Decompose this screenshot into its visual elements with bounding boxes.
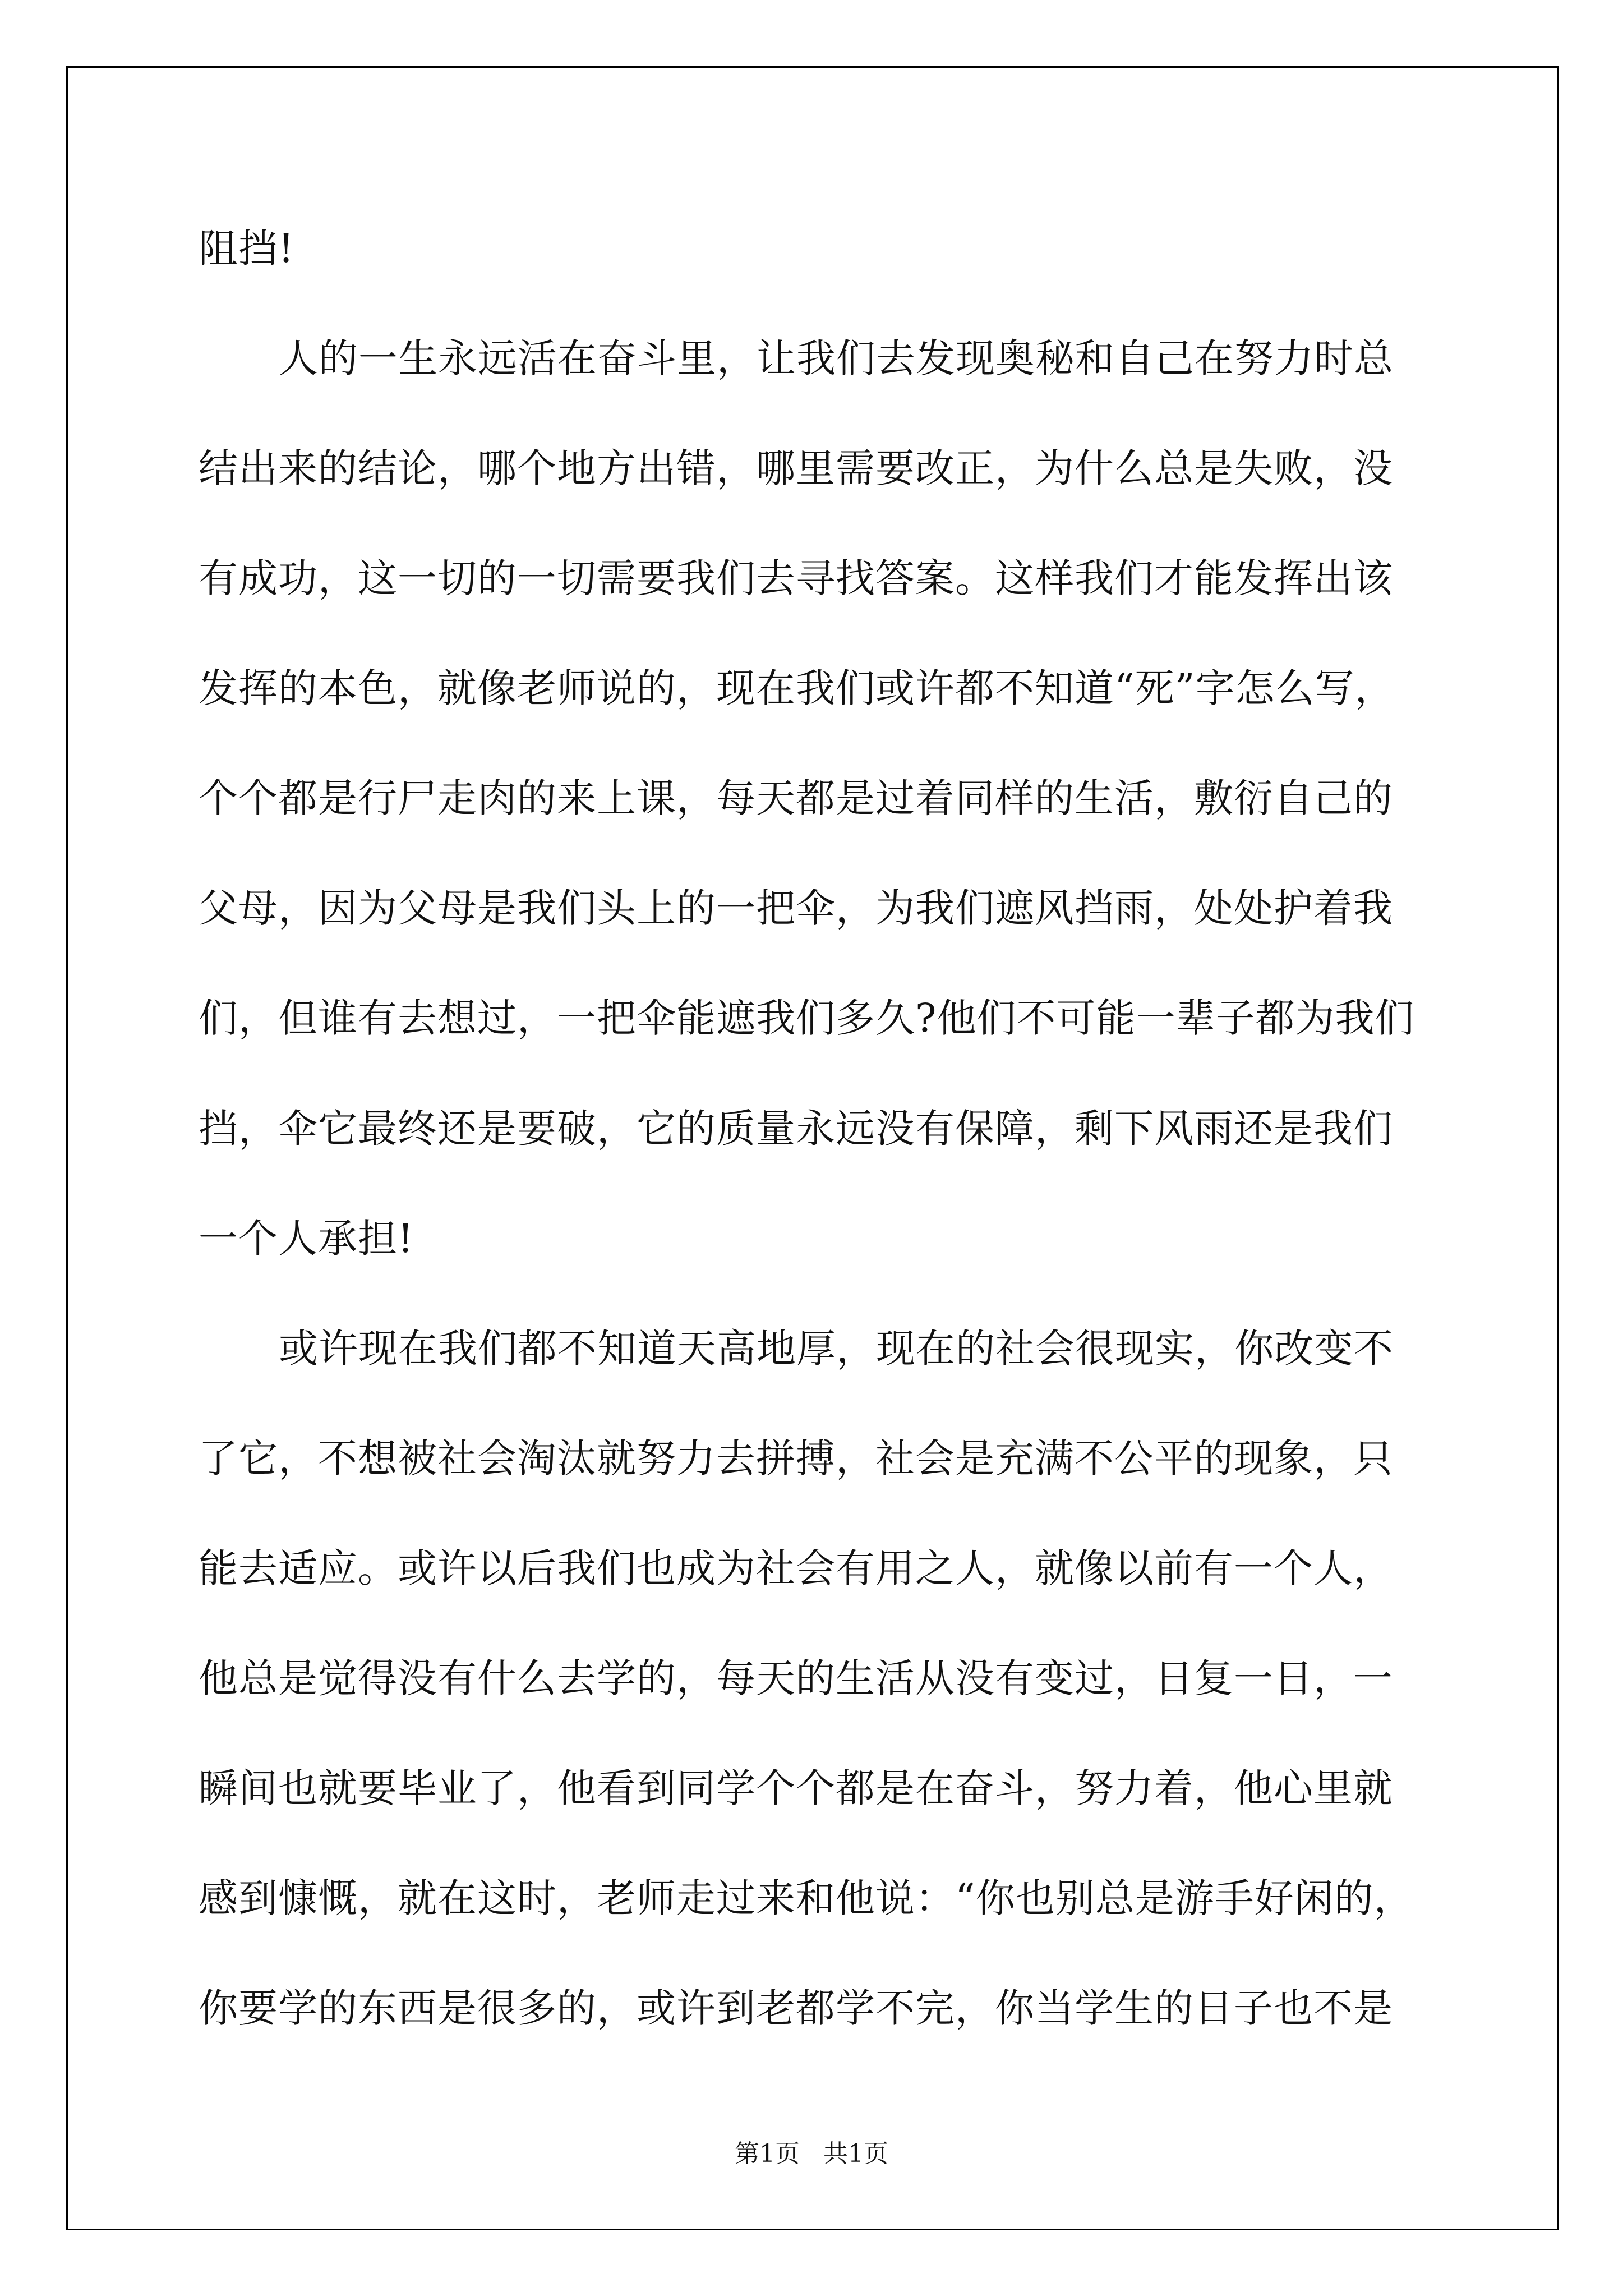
text-line: 瞬间也就要毕业了，他看到同学个个都是在奋斗，努力着，他心里就 <box>199 1765 1393 1811</box>
text-line: 了它，不想被社会淘汰就努力去拼搏，社会是充满不公平的现象，只 <box>199 1435 1393 1481</box>
text-line: 挡，伞它最终还是要破，它的质量永远没有保障，剩下风雨还是我们 <box>199 1106 1393 1152</box>
text-line: 有成功，这一切的一切需要我们去寻找答案。这样我们才能发挥出该 <box>199 555 1393 601</box>
text-line: 感到慷慨，就在这时，老师走过来和他说：“你也别总是游手好闲的， <box>199 1875 1414 1921</box>
text-line: 他总是觉得没有什么去学的，每天的生活从没有变过，日复一日，一 <box>199 1655 1393 1701</box>
text-line: 父母，因为父母是我们头上的一把伞，为我们遮风挡雨，处处护着我 <box>199 885 1393 931</box>
text-line: 阻挡! <box>199 226 295 272</box>
text-line: 或许现在我们都不知道天高地厚，现在的社会很现实，你改变不 <box>279 1326 1394 1372</box>
page-footer: 第1页 共1页 <box>735 2139 888 2168</box>
text-line: 个个都是行尸走肉的来上课，每天都是过着同样的生活，敷衍自己的 <box>199 775 1393 821</box>
text-line: 发挥的本色，就像老师说的，现在我们或许都不知道“死”字怎么写， <box>199 665 1395 711</box>
text-line: 结出来的结论，哪个地方出错，哪里需要改正，为什么总是失败，没 <box>199 445 1393 491</box>
text-line: 们，但谁有去想过，一把伞能遮我们多久?他们不可能一辈子都为我们 <box>199 995 1415 1041</box>
text-line: 能去适应。或许以后我们也成为社会有用之人，就像以前有一个人， <box>199 1545 1393 1591</box>
text-line: 一个人承担! <box>199 1216 414 1262</box>
text-line: 人的一生永远活在奋斗里，让我们去发现奥秘和自己在努力时总 <box>279 335 1394 381</box>
text-line: 你要学的东西是很多的，或许到老都学不完，你当学生的日子也不是 <box>199 1985 1393 2031</box>
